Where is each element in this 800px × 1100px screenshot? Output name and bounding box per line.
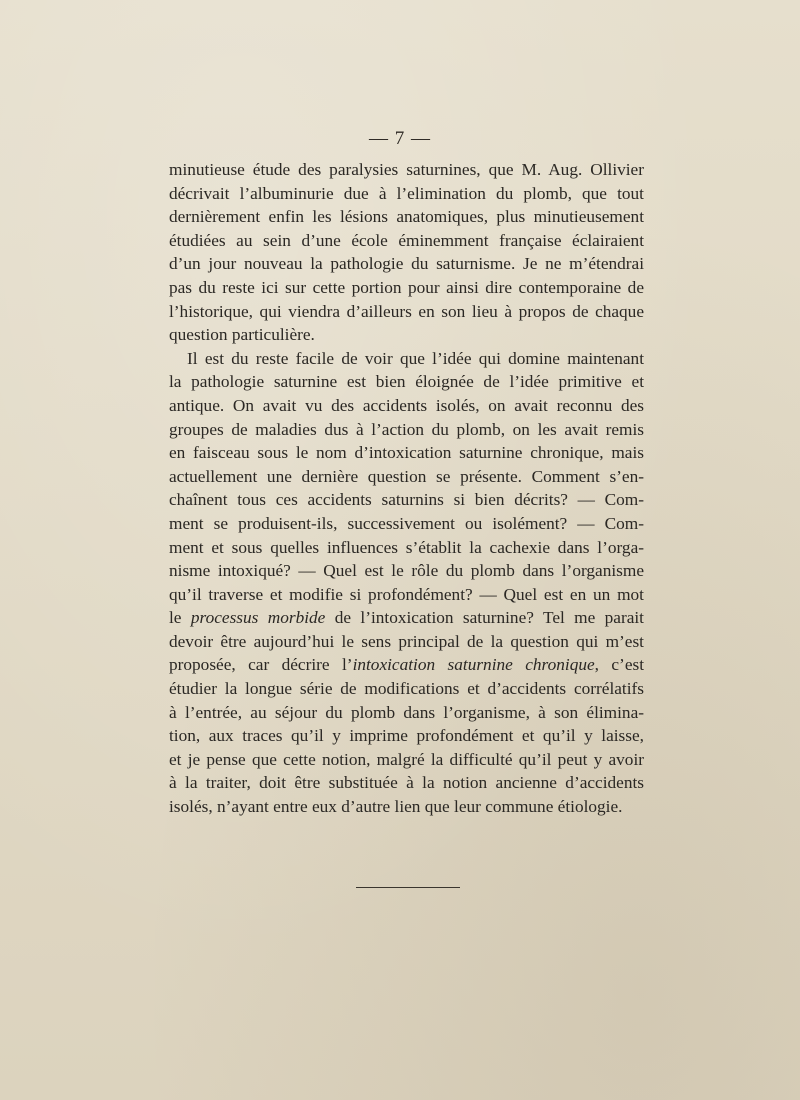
text-run: chaînent tous ces accidents saturnins si bien décrits? — Com- — [169, 490, 644, 510]
text-run: et je pense que cette notion, malgré la difficulté qu’il peut y avoir — [169, 749, 644, 769]
text-line — [169, 370, 644, 394]
text-line — [169, 418, 644, 442]
text-run: à la traiter, doit être substituée à la notion ancienne d’accidents — [169, 773, 644, 793]
page-number: — 7 — — [369, 128, 431, 149]
text-run: actuellement une dernière question se présente. Comment s’en- — [169, 466, 644, 486]
text-line — [169, 606, 644, 630]
text-line — [169, 488, 644, 512]
text-run: question particulière. — [169, 325, 315, 345]
text-line — [169, 677, 644, 701]
text-line — [169, 701, 644, 725]
text-line — [169, 252, 644, 276]
text-run: le — [169, 608, 191, 628]
text-line — [169, 323, 644, 347]
text-run: pas du reste ici sur cette portion pour ainsi dire contemporaine de — [169, 277, 644, 297]
text-run: isolés, n’ayant entre eux d’autre lien que leur commune étiologie. — [169, 797, 623, 817]
text-run: d’un jour nouveau la pathologie du saturnisme. Je ne m’étendrai — [169, 254, 644, 274]
text-run: groupes de maladies dus à l’action du plomb, on les avait remis — [169, 419, 644, 439]
text-line — [169, 583, 644, 607]
text-line — [169, 347, 644, 371]
italic-phrase: processus morbide — [190, 608, 326, 628]
text-line — [169, 465, 644, 489]
text-line — [169, 394, 644, 418]
text-line — [169, 300, 644, 324]
text-run: de l’intoxication saturnine? Tel me parait — [325, 608, 644, 628]
text-run: l’historique, qui viendra d’ailleurs en son lieu à propos de chaque — [169, 301, 644, 321]
text-run: nisme intoxiqué? — Quel est le rôle du plomb dans l’organisme — [169, 561, 644, 581]
text-run: antique. On avait vu des accidents isolés, on avait reconnu des — [169, 395, 644, 415]
text-run: étudiées au sein d’une école éminemment française éclairaient — [169, 230, 644, 250]
text-line — [169, 205, 644, 229]
text-line — [169, 748, 644, 772]
body-text — [169, 158, 644, 819]
italic-phrase: intoxication saturnine chronique — [352, 655, 595, 675]
text-run: proposée, car décrire l’ — [169, 655, 353, 675]
text-run: étudier la longue série de modifications et d’accidents corrélatifs — [169, 679, 644, 699]
text-run: Il est du reste facile de voir que l’idée qui domine maintenant — [187, 348, 644, 368]
text-line — [169, 536, 644, 560]
section-end-rule — [356, 887, 460, 888]
text-run: devoir être aujourd’hui le sens principal de la question qui m’est — [169, 631, 644, 651]
text-line — [169, 771, 644, 795]
text-line — [169, 182, 644, 206]
text-line — [169, 441, 644, 465]
text-run: en faisceau sous le nom d’intoxication saturnine chronique, mais — [169, 443, 644, 463]
text-line — [169, 229, 644, 253]
text-line — [169, 724, 644, 748]
text-line — [169, 512, 644, 536]
text-line — [169, 630, 644, 654]
text-run: la pathologie saturnine est bien éloignée de l’idée primitive et — [169, 372, 644, 392]
text-run: tion, aux traces qu’il y imprime profondément et qu’il y laisse, — [169, 726, 644, 746]
text-line — [169, 158, 644, 182]
text-run: dernièrement enfin les lésions anatomiques, plus minutieusement — [169, 207, 644, 227]
text-run: qu’il traverse et modifie si profondément? — Quel est en un mot — [169, 584, 644, 604]
text-line — [169, 653, 644, 677]
text-line — [169, 276, 644, 300]
text-run: minutieuse étude des paralysies saturnines, que M. Aug. Ollivier — [169, 160, 644, 179]
text-run: , c’est — [594, 655, 644, 675]
text-run: décrivait l’albuminurie due à l’elimination du plomb, que tout — [169, 183, 644, 203]
text-run: ment et sous quelles influences s’établit la cachexie dans l’orga- — [169, 537, 644, 557]
text-line — [169, 795, 644, 819]
text-run: à l’entrée, au séjour du plomb dans l’organisme, à son élimina- — [169, 702, 644, 722]
text-run: ment se produisent-ils, successivement ou isolément? — Com- — [169, 513, 644, 533]
text-line — [169, 559, 644, 583]
